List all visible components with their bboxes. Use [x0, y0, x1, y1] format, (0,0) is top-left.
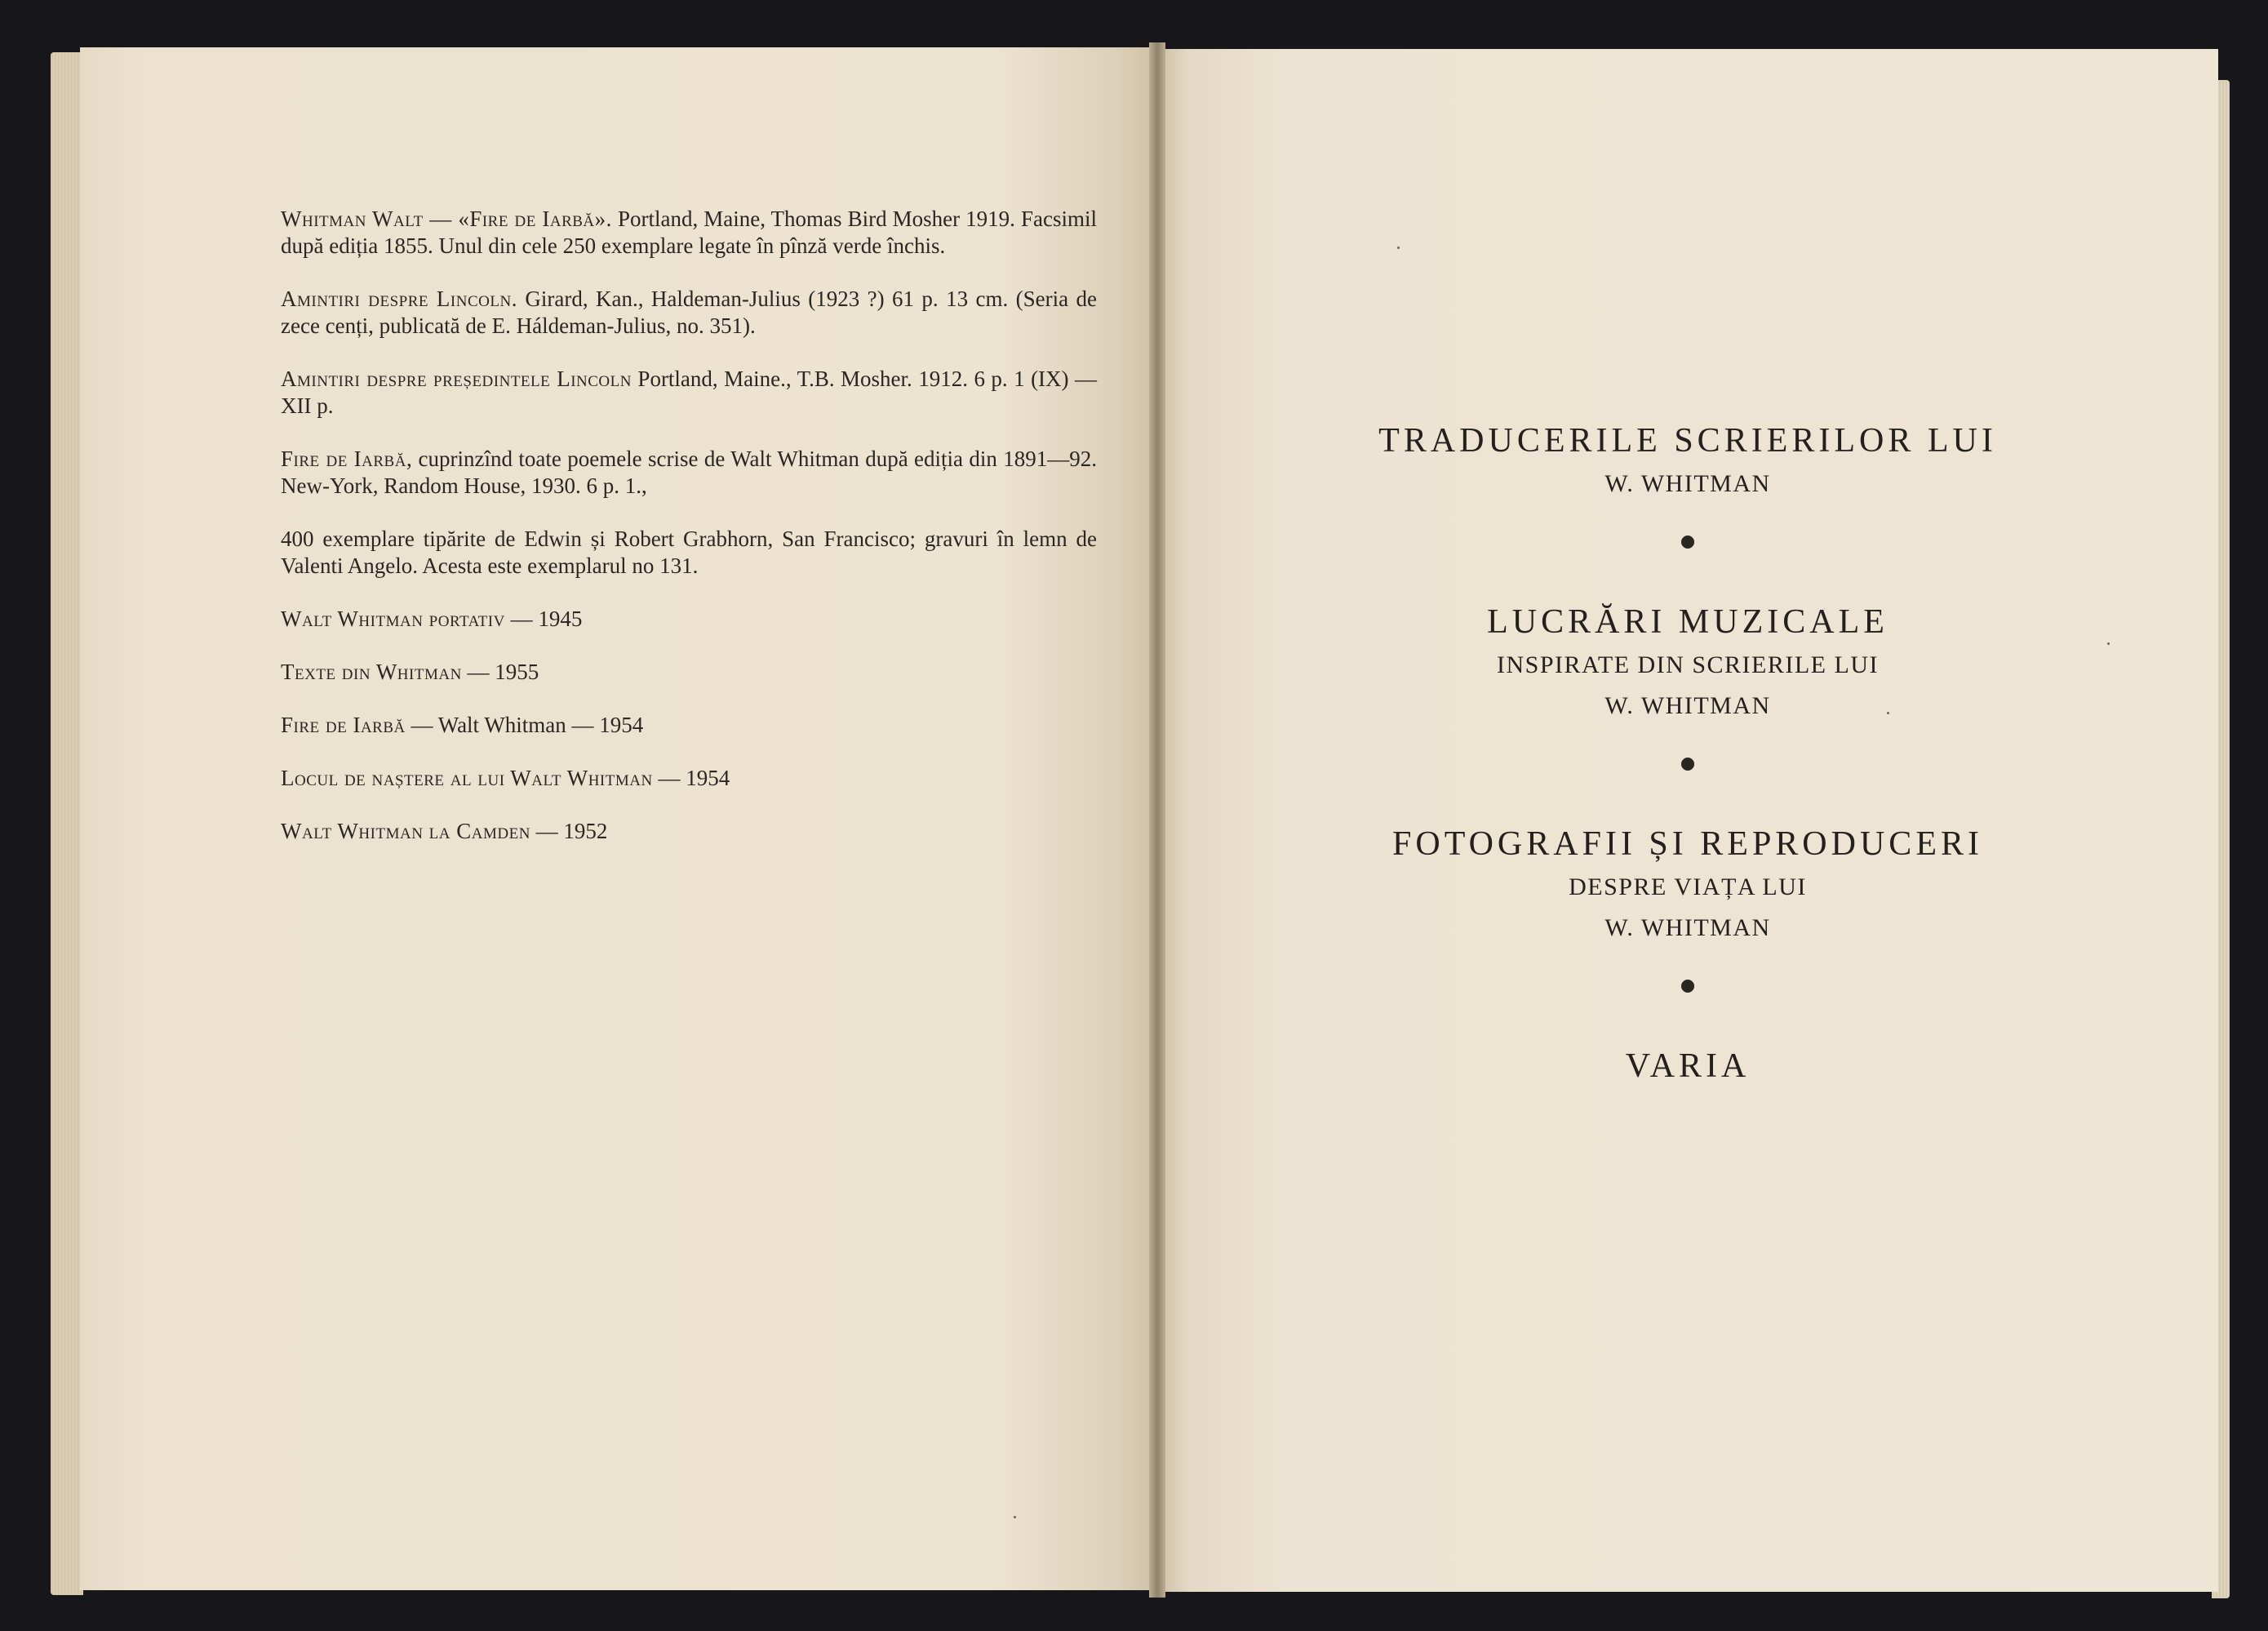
entry-heading: Locul de naștere al lui Walt Whitman: [281, 766, 653, 790]
section-subtitle: W. WHITMAN: [1604, 914, 1771, 941]
entry-text: — 1952: [530, 819, 608, 843]
bibliography-entry: [281, 286, 1097, 340]
section-subtitle: INSPIRATE DIN SCRIERILE LUI: [1497, 651, 1879, 678]
entry-text: — Walt Whitman — 1954: [405, 713, 644, 737]
contents-sections: [1157, 418, 2218, 1089]
section-title: LUCRĂRI MUZICALE: [1487, 603, 1889, 641]
open-book: [51, 42, 2230, 1598]
bibliography-entry: [281, 712, 1097, 739]
entry-text: — 1945: [504, 607, 583, 631]
entry-heading: Texte din Whitman: [281, 660, 462, 684]
section-subtitle: DESPRE VIAȚA LUI: [1569, 873, 1807, 900]
section-title: TRADUCERILE SCRIERILOR LUI: [1378, 422, 1997, 460]
entry-text: Girard, Kan., Haldeman-Julius (1923 ?) 61 p. 13 cm. (Seria de zece cenți, publicată de E. Háldeman-Julius, no. 351).: [281, 287, 1097, 338]
bibliography-entry: [281, 659, 1097, 686]
entry-text: 400 exemplare tipărite de Edwin și Robert Grabhorn, San Francisco; gravuri în lemn de Valenti Angelo. Acesta este exemplarul no 131.: [281, 527, 1097, 578]
bibliography-entry: [281, 818, 1097, 845]
entry-text: — 1954: [652, 766, 730, 790]
paper-speck: [1887, 712, 1889, 714]
paper-speck: [2107, 642, 2110, 645]
bullet-separator: [1681, 980, 1694, 993]
bibliography-entry: [281, 206, 1097, 260]
section-subtitle: W. WHITMAN: [1604, 692, 1771, 719]
bibliography-entry: [281, 526, 1097, 580]
bibliography-entry: [281, 366, 1097, 420]
entry-heading: Walt Whitman portativ: [281, 607, 505, 631]
entry-text: cuprinzînd toate poemele scrise de Walt Whitman după ediția din 1891—92. New-York, Random House, 1930. 6 p. 1.,: [281, 447, 1098, 498]
entry-text: Portland, Maine., T.B. Mosher. 1912. 6 p. 1 (IX) — XII p.: [281, 367, 1098, 418]
bibliography-entry: [281, 765, 1097, 792]
bullet-separator: [1681, 758, 1694, 771]
bullet-separator: [1681, 536, 1694, 549]
section-title: FOTOGRAFII ȘI REPRODUCERI: [1392, 825, 1983, 863]
bibliography-list: [281, 206, 1097, 871]
entry-heading: Fire de Iarbă: [281, 713, 406, 737]
entry-text: — 1955: [461, 660, 539, 684]
paper-speck: [1397, 247, 1400, 249]
entry-text: Portland, Maine, Thomas Bird Mosher 1919. Facsimil după ediția 1855. Unul din cele 250 exemplare legate în pînză verde închis.: [281, 207, 1097, 258]
entry-heading: Whitman Walt — «Fire de Iarbă».: [281, 207, 612, 231]
entry-heading: Walt Whitman la Camden: [281, 819, 530, 843]
section-title: VARIA: [1625, 1047, 1751, 1085]
bibliography-entry: [281, 606, 1097, 633]
paper-speck: [1014, 1516, 1016, 1518]
bibliography-entry: [281, 446, 1097, 500]
entry-heading: Amintiri despre președintele Lincoln: [281, 367, 632, 391]
entry-heading: Amintiri despre Lincoln.: [281, 287, 517, 311]
section-subtitle: W. WHITMAN: [1604, 470, 1771, 497]
entry-heading: Fire de Iarbă,: [281, 447, 413, 471]
left-page-edges: [51, 52, 83, 1595]
